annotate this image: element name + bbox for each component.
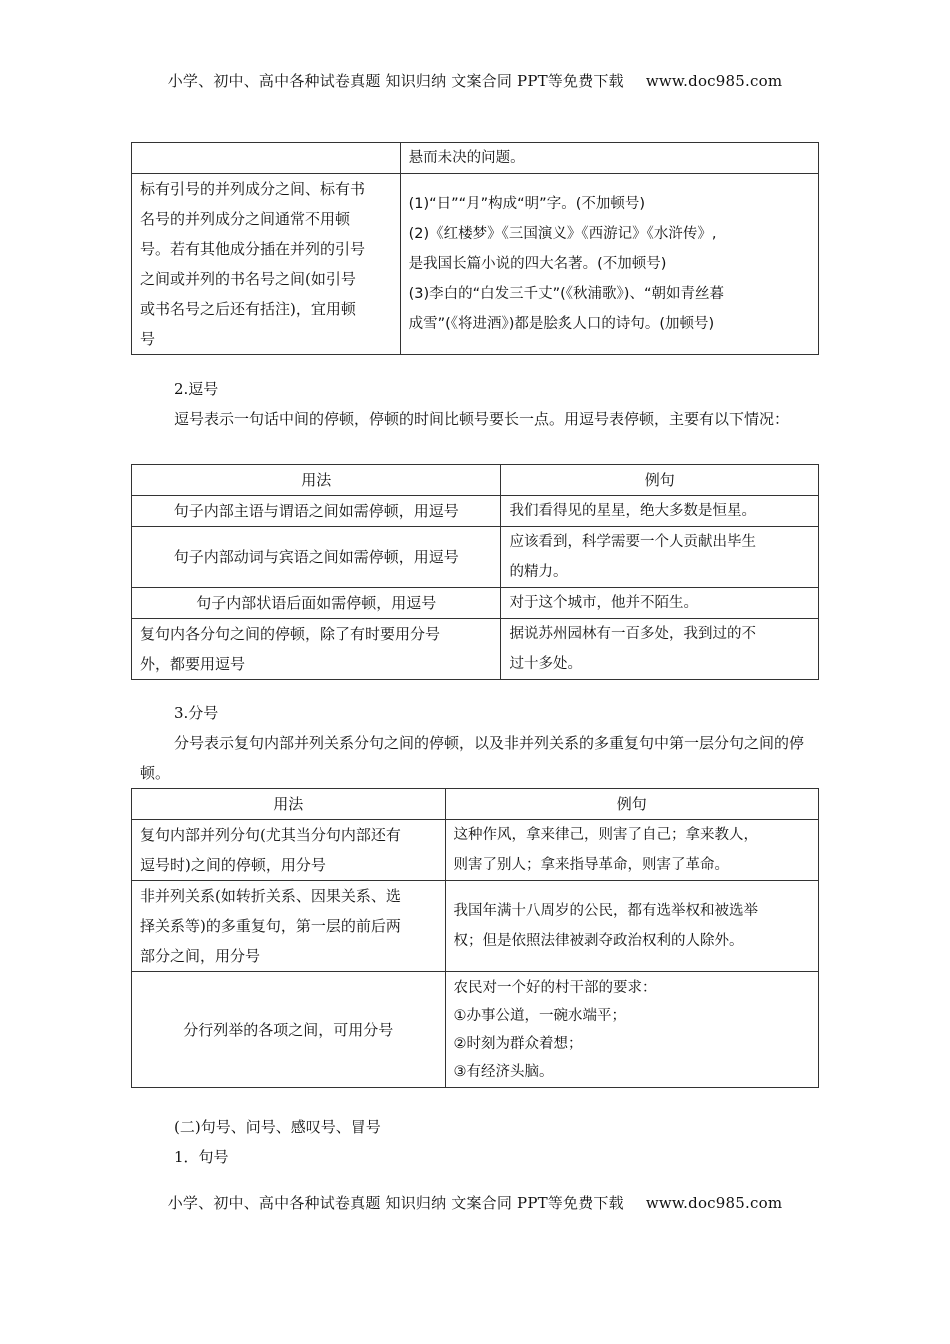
text-line: (2)《红楼梦》《三国演义》《西游记》《水浒传》,	[408, 226, 717, 242]
usage-cell	[132, 174, 401, 355]
text-line: (1)“日”“月”构成“明”字。(不加顿号)	[408, 196, 646, 212]
text-line: 我国年满十八周岁的公民，都有选举权和被选举	[453, 903, 759, 919]
column-header-example: 例句	[501, 465, 819, 496]
text-line: 是我国长篇小说的四大名著。(不加顿号)	[408, 256, 667, 272]
text-line: 复句内部并列分句(尤其当分句内部还有	[140, 826, 401, 844]
example-cell	[400, 174, 818, 355]
text-line: 的精力。	[509, 564, 568, 580]
text-line: 权；但是依照法律被剥夺政治权利的人除外。	[453, 933, 744, 949]
usage-cell	[132, 881, 446, 972]
text-line: 这种作风，拿来律己，则害了自己；拿来教人，	[453, 827, 759, 843]
usage-cell	[132, 820, 446, 881]
text-line: 逗号时)之间的停顿，用分号	[140, 856, 326, 874]
text-line: 外，都要用逗号	[140, 655, 246, 673]
text-line: ①办事公道，一碗水端平；	[453, 1007, 627, 1024]
section-heading-period-group: (二)句号、问号、感叹号、冒号	[174, 1118, 381, 1136]
section-subheading-period: 1．句号	[174, 1148, 229, 1166]
text-line: 之间或并列的书名号之间(如引号	[140, 270, 356, 288]
page-header	[0, 70, 950, 91]
usage-cell	[132, 619, 501, 680]
footer-text: 小学、初中、高中各种试卷真题 知识归纳 文案合同 PPT等免费下载	[167, 1194, 624, 1212]
text-line: 复句内各分句之间的停顿，除了有时要用分号	[140, 625, 441, 643]
table-row	[132, 527, 819, 588]
text-line: (3)李白的“白发三千丈”(《秋浦歌》)、“朝如青丝暮	[408, 286, 724, 302]
text-line: 择关系等)的多重复句，第一层的前后两	[140, 917, 401, 935]
column-header-usage: 用法	[132, 465, 501, 496]
table-comma	[131, 464, 819, 680]
column-header-usage: 用法	[132, 789, 446, 820]
table-cell	[132, 143, 401, 174]
section-heading-semicolon: 3.分号	[174, 704, 219, 722]
table-semicolon	[131, 788, 819, 1088]
example-cell: 对于这个城市，他并不陌生。	[501, 588, 819, 619]
example-cell	[445, 972, 818, 1088]
text-line: 农民对一个好的村干部的要求：	[453, 979, 657, 996]
header-url: www.doc985.com	[645, 72, 783, 90]
usage-cell: 句子内部状语后面如需停顿，用逗号	[132, 588, 501, 619]
usage-cell: 句子内部动词与宾语之间如需停顿，用逗号	[132, 527, 501, 588]
column-header-example: 例句	[445, 789, 818, 820]
section-intro-comma: 逗号表示一句话中间的停顿，停顿的时间比顿号要长一点。用逗号表停顿，主要有以下情况：	[174, 410, 790, 428]
text-line: ③有经济头脑。	[453, 1063, 554, 1080]
table-row	[132, 588, 819, 619]
section-intro-semicolon: 分号表示复句内部并列关系分句之间的停顿，以及非并列关系的多重复句中第一层分句之间的停顿。	[140, 734, 805, 782]
text-line: 号	[140, 330, 156, 348]
text-line: ②时刻为群众着想；	[453, 1035, 583, 1052]
example-cell	[445, 820, 818, 881]
text-line: 据说苏州园林有一百多处，我到过的不	[509, 626, 756, 642]
example-cell	[501, 527, 819, 588]
section-heading-comma: 2.逗号	[174, 380, 219, 398]
text-line: 部分之间，用分号	[140, 947, 261, 965]
footer-url: www.doc985.com	[645, 1194, 783, 1212]
text-line: 过十多处。	[509, 656, 582, 672]
header-text: 小学、初中、高中各种试卷真题 知识归纳 文案合同 PPT等免费下载	[167, 72, 624, 90]
usage-cell: 分行列举的各项之间，可用分号	[132, 972, 446, 1088]
example-cell	[501, 619, 819, 680]
table-cell: 悬而未决的问题。	[400, 143, 818, 174]
page-footer	[0, 1192, 950, 1213]
table-pause-mark-continued	[131, 142, 819, 355]
table-row	[132, 881, 819, 972]
table-row	[132, 619, 819, 680]
table-row	[132, 820, 819, 881]
example-cell: 我们看得见的星星，绝大多数是恒星。	[501, 496, 819, 527]
text-line: 号。若有其他成分插在并列的引号	[140, 240, 366, 258]
text-line: 标有引号的并列成分之间、标有书	[140, 180, 366, 198]
text-line: 非并列关系(如转折关系、因果关系、选	[140, 887, 401, 905]
table-row	[132, 496, 819, 527]
text-line: 名号的并列成分之间通常不用顿	[140, 210, 351, 228]
table-row	[132, 972, 819, 1088]
example-cell	[445, 881, 818, 972]
usage-cell: 句子内部主语与谓语之间如需停顿，用逗号	[132, 496, 501, 527]
text-line: 成雪”(《将进酒》)都是脍炙人口的诗句。(加顿号)	[408, 316, 715, 332]
text-line: 则害了别人；拿来指导革命，则害了革命。	[453, 857, 730, 873]
text-line: 或书名号之后还有括注)，宜用顿	[140, 300, 356, 318]
text-line: 应该看到，科学需要一个人贡献出毕生	[509, 534, 756, 550]
